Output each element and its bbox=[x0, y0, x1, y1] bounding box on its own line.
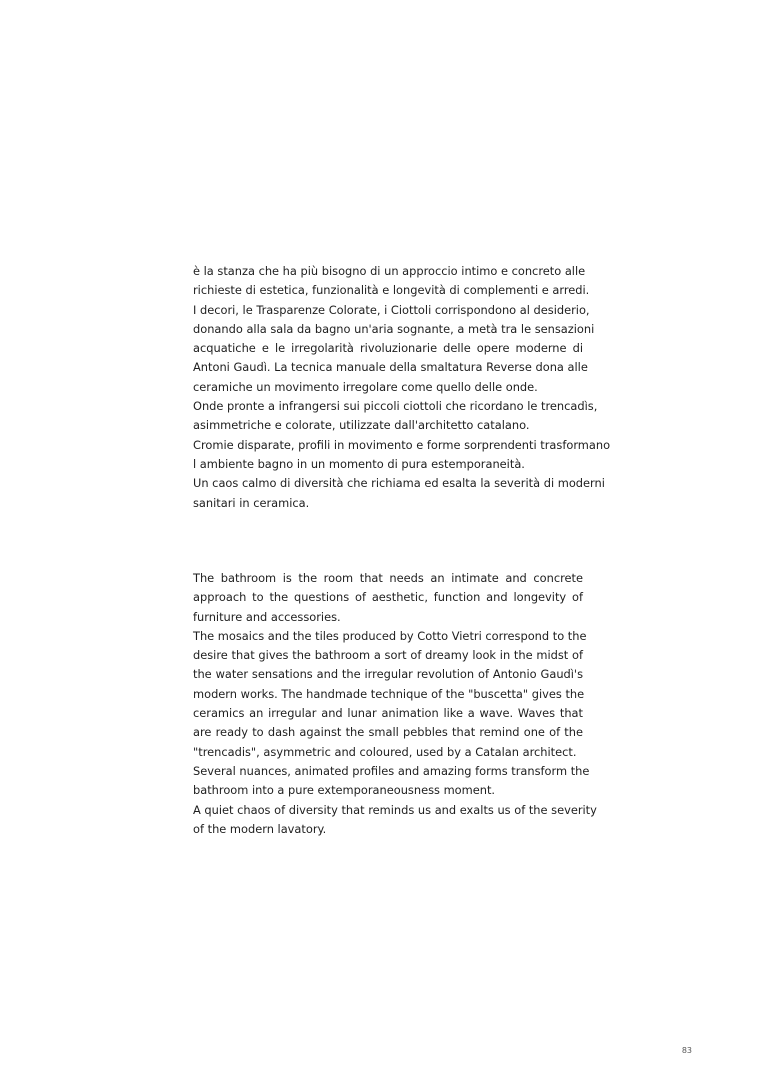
english-paragraph-4-line-2: of the modern lavatory. bbox=[193, 821, 327, 836]
italian-paragraph-1-line-1: è la stanza che ha più bisogno di un approccio intimo e concreto alle bbox=[193, 264, 586, 278]
english-paragraph-3-line-2: bathroom into a pure extemporaneousness moment. bbox=[193, 783, 496, 798]
english-paragraph-2-line-2: desire that gives the bathroom a sort of dreamy look in the midst of bbox=[193, 648, 583, 663]
english-paragraph-2-line-1: The mosaics and the tiles produced by Cotto Vietri correspond to the bbox=[193, 628, 587, 643]
english-paragraph-3-line-1: Several nuances, animated profiles and amazing forms transform the bbox=[193, 763, 590, 778]
italian-paragraph-4-line-2: l ambiente bagno in un momento di pura estemporaneità. bbox=[193, 456, 525, 471]
italian-paragraph-2-line-3: acquatiche e le irregolarità rivoluzionarie delle opere moderne di bbox=[193, 341, 583, 356]
english-paragraph-1-line-3: furniture and accessories. bbox=[193, 609, 341, 624]
english-paragraph-1-line-1: The bathroom is the room that needs an intimate and concrete bbox=[193, 571, 583, 585]
english-paragraph-2-line-7: "trencadis", asymmetric and coloured, used by a Catalan architect. bbox=[193, 744, 577, 759]
italian-paragraph-2-line-5: ceramiche un movimento irregolare come quello delle onde. bbox=[193, 379, 538, 394]
english-text-block bbox=[193, 569, 597, 839]
italian-paragraph-5-line-1: Un caos calmo di diversità che richiama ed esalta la severità di moderni bbox=[193, 476, 605, 491]
italian-paragraph-2-line-4: Antoni Gaudì. La tecnica manuale della smaltatura Reverse dona alle bbox=[193, 360, 588, 375]
english-paragraph-2-line-6: are ready to dash against the small pebbles that remind one of the bbox=[193, 725, 583, 740]
italian-paragraph-2-line-2: donando alla sala da bagno un'aria sognante, a metà tra le sensazioni bbox=[193, 321, 595, 336]
english-paragraph-2-line-4: modern works. The handmade technique of the "buscetta" gives the bbox=[193, 686, 585, 701]
italian-paragraph-3-line-2: asimmetriche e colorate, utilizzate dall'architetto catalano. bbox=[193, 418, 530, 433]
english-paragraph-2-line-5: ceramics an irregular and lunar animation like a wave. Waves that bbox=[193, 706, 583, 721]
page-number: 83 bbox=[681, 1046, 692, 1055]
english-paragraph-4-line-1: A quiet chaos of diversity that reminds us and exalts us of the severity bbox=[193, 802, 597, 817]
italian-paragraph-1-line-2: richieste di estetica, funzionalità e longevità di complementi e arredi. bbox=[193, 283, 590, 298]
italian-paragraph-2-line-1: I decori, le Trasparenze Colorate, i Ciottoli corrispondono al desiderio, bbox=[193, 302, 590, 317]
english-paragraph-2-line-3: the water sensations and the irregular revolution of Antonio Gaudì's bbox=[193, 667, 583, 682]
italian-paragraph-5-line-2: sanitari in ceramica. bbox=[193, 495, 310, 510]
italian-paragraph-4-line-1: Cromie disparate, profili in movimento e forme sorprendenti trasformano bbox=[193, 437, 611, 452]
italian-text-block bbox=[193, 262, 611, 513]
english-paragraph-1-line-2: approach to the questions of aesthetic, function and longevity of bbox=[193, 590, 583, 605]
italian-paragraph-3-line-1: Onde pronte a infrangersi sui piccoli ciottoli che ricordano le trencadìs, bbox=[193, 399, 598, 414]
